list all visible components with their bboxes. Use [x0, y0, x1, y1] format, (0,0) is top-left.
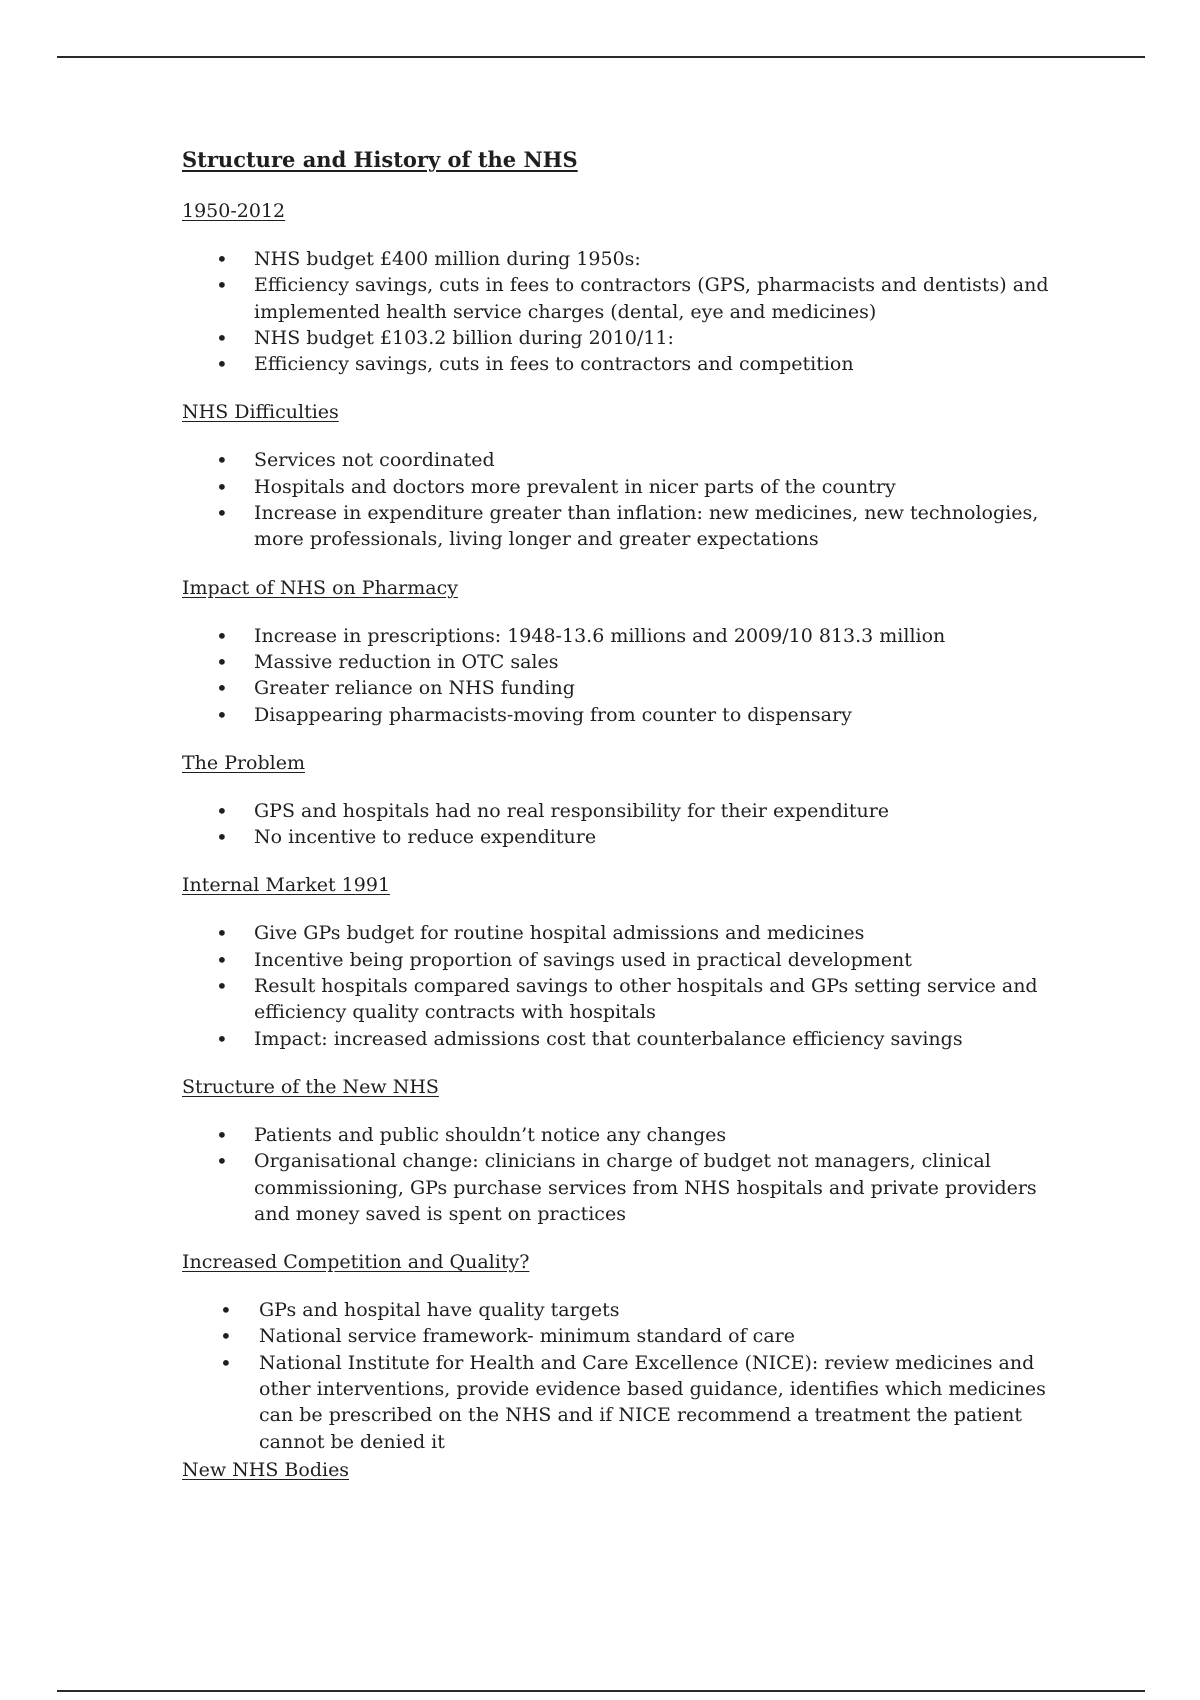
list-item: • Result hospitals compared savings to other hospitals and GPs setting service and efficiency quality contracts with hospitals — [182, 973, 1062, 1026]
bullet-list — [182, 1122, 1062, 1227]
list-item: • Hospitals and doctors more prevalent in nicer parts of the country — [182, 474, 1062, 500]
list-item: • Increase in expenditure greater than inflation: new medicines, new technologies, more professionals, living longer and greater expectations — [182, 500, 1062, 553]
bullet-list — [182, 1297, 1062, 1455]
document-title: Structure and History of the NHS — [182, 147, 578, 172]
section-heading-nhs-difficulties: NHS Difficulties — [182, 401, 339, 424]
section-heading-the-problem: The Problem — [182, 751, 305, 774]
bullet-list — [182, 798, 1062, 851]
section-heading-new-nhs-bodies: New NHS Bodies — [182, 1458, 350, 1481]
bullet-list — [182, 246, 1062, 377]
list-item: • GPs and hospital have quality targets — [182, 1297, 1062, 1323]
list-item: • Greater reliance on NHS funding — [182, 675, 1062, 701]
list-item: • NHS budget £103.2 billion during 2010/11: — [182, 325, 1062, 351]
list-item: • Massive reduction in OTC sales — [182, 649, 1062, 675]
list-item: • National service framework- minimum standard of care — [182, 1323, 1062, 1349]
list-item: • Give GPs budget for routine hospital admissions and medicines — [182, 920, 1062, 946]
header-rule — [57, 56, 1145, 58]
section-heading-1950-2012: 1950-2012 — [182, 200, 286, 222]
footer-rule — [57, 1690, 1145, 1692]
list-item: • No incentive to reduce expenditure — [182, 824, 1062, 850]
section-heading-structure-new-nhs: Structure of the New NHS — [182, 1075, 439, 1098]
list-item: • Impact: increased admissions cost that counterbalance efficiency savings — [182, 1026, 1062, 1052]
bullet-list — [182, 920, 1062, 1051]
bullet-list — [182, 623, 1062, 728]
list-item: • Services not coordinated — [182, 447, 1062, 473]
list-item: • Efficiency savings, cuts in fees to contractors (GPS, pharmacists and dentists) and implemented health service charges (dental, eye and medicines) — [182, 272, 1062, 325]
list-item: • NHS budget £400 million during 1950s: — [182, 246, 1062, 272]
bullet-list — [182, 447, 1062, 552]
list-item: • Organisational change: clinicians in charge of budget not managers, clinical commissioning, GPs purchase services from NHS hospitals and private providers and money saved is spent on practices — [182, 1148, 1062, 1227]
list-item: • Incentive being proportion of savings used in practical development — [182, 947, 1062, 973]
section-heading-competition-quality: Increased Competition and Quality? — [182, 1251, 530, 1274]
list-item: • Increase in prescriptions: 1948-13.6 millions and 2009/10 813.3 million — [182, 623, 1062, 649]
list-item: • Patients and public shouldn’t notice any changes — [182, 1122, 1062, 1148]
list-item: • GPS and hospitals had no real responsibility for their expenditure — [182, 798, 1062, 824]
section-heading-internal-market: Internal Market 1991 — [182, 874, 391, 897]
list-item: • Efficiency savings, cuts in fees to contractors and competition — [182, 351, 1062, 377]
list-item: • National Institute for Health and Care Excellence (NICE): review medicines and other interventions, provide evidence based guidance, identifies which medicines can be prescribed on the NHS and if NICE recommend a treatment the patient cannot be denied it — [182, 1350, 1062, 1455]
section-heading-impact-on-pharmacy: Impact of NHS on Pharmacy — [182, 576, 458, 599]
document-body — [182, 145, 1062, 1483]
list-item: • Disappearing pharmacists-moving from counter to dispensary — [182, 702, 1062, 728]
